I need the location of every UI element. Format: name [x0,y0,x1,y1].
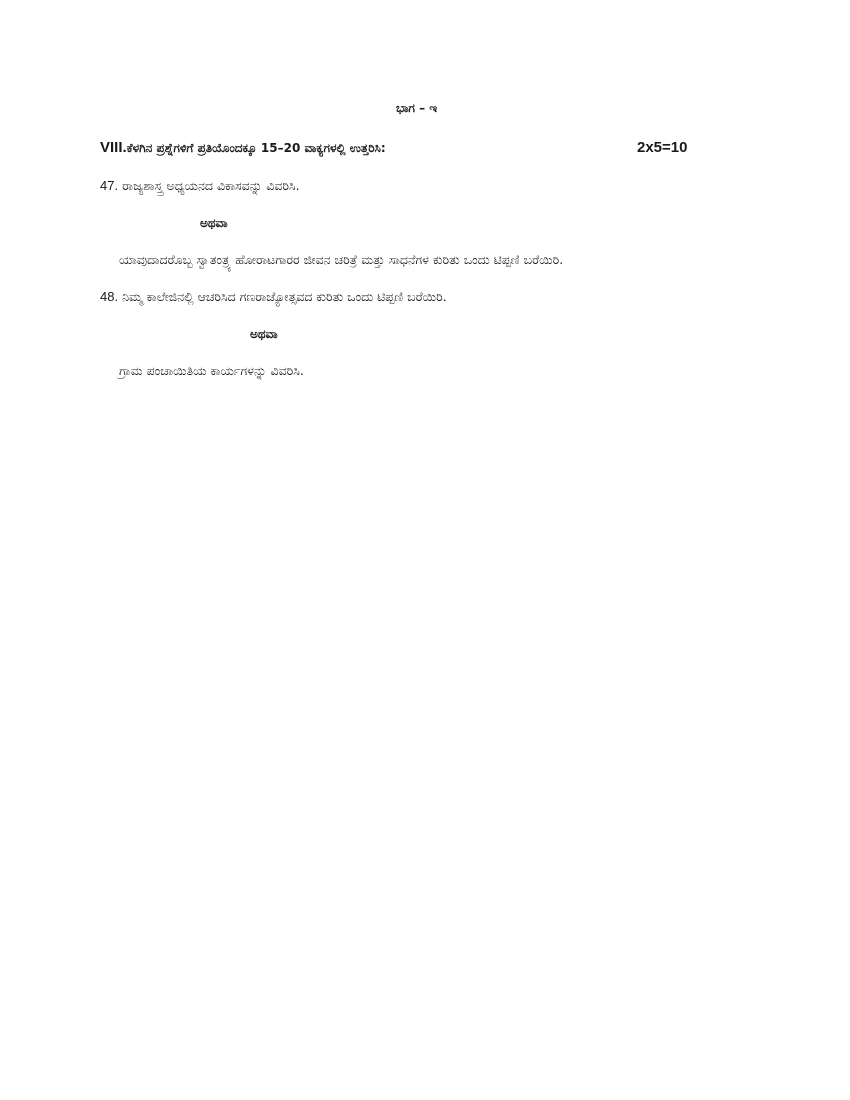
section-number: VIII. [100,139,127,156]
section-instruction: ಕೆಳಗಿನ ಪ್ರಶ್ನೆಗಳಿಗೆ ಪ್ರತಿಯೊಂದಕ್ಕೂ 15–20 ವಾಕ್ಯಗಳಲ್ಲಿ ಉತ್ತರಿಸಿ: [126,141,386,155]
question-number: 47. [100,178,119,193]
part-heading: ಭಾಗ – ಇ [396,101,438,115]
question-48 [100,289,447,305]
or-label: ಅಥವಾ [250,327,278,341]
question-47-alternative: ಯಾವುದಾದರೊಬ್ಬ ಸ್ವಾತಂತ್ರ್ಯ ಹೋರಾಟಗಾರರ ಜೀವನ ಚರಿತ್ರೆ ಮತ್ತು ಸಾಧನೆಗಳ ಕುರಿತು ಒಂದು ಟಿಪ್ಪಣಿ ಬರೆಯಿರಿ. [119,252,564,267]
question-48-alternative: ಗ್ರಾಮ ಪಂಚಾಯಿತಿಯ ಕಾರ್ಯಗಳನ್ನು ವಿವರಿಸಿ. [119,363,304,378]
question-text: ನಿಮ್ಮ ಕಾಲೇಜಿನಲ್ಲಿ ಆಚರಿಸಿದ ಗಣರಾಜ್ಯೋತ್ಸವದ ಕುರಿತು ಒಂದು ಟಿಪ್ಪಣಿ ಬರೆಯಿರಿ. [122,289,447,304]
question-text: ರಾಜ್ಯಶಾಸ್ತ್ರ ಅಧ್ಯಯನದ ವಿಕಾಸವನ್ನು ವಿವರಿಸಿ. [122,178,300,193]
section-instruction-line [100,140,386,156]
section-marks: 2x5=10 [637,139,688,156]
question-47 [100,178,300,194]
or-label: ಅಥವಾ [200,216,228,230]
question-number: 48. [100,289,119,304]
